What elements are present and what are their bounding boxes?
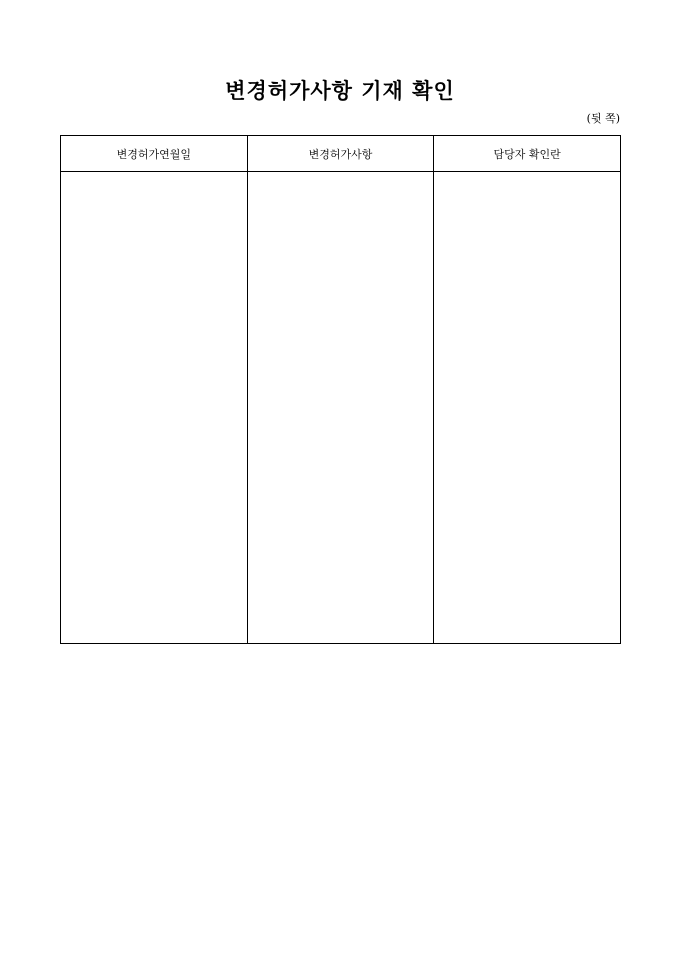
column-header-officer-confirmation: 담당자 확인란 xyxy=(434,136,621,172)
page-side-label: (뒷 쪽) xyxy=(586,112,620,125)
table-row xyxy=(61,172,621,644)
column-header-change-permit-date: 변경허가연월일 xyxy=(61,136,248,172)
officer-confirmation-cell[interactable] xyxy=(434,172,621,644)
change-permit-record-table xyxy=(60,135,621,644)
column-header-change-permit-details: 변경허가사항 xyxy=(247,136,434,172)
change-permit-date-cell[interactable] xyxy=(61,172,248,644)
change-permit-details-cell[interactable] xyxy=(247,172,434,644)
table-header-row xyxy=(61,136,621,172)
document-title: 변경허가사항 기재 확인 xyxy=(225,78,455,103)
